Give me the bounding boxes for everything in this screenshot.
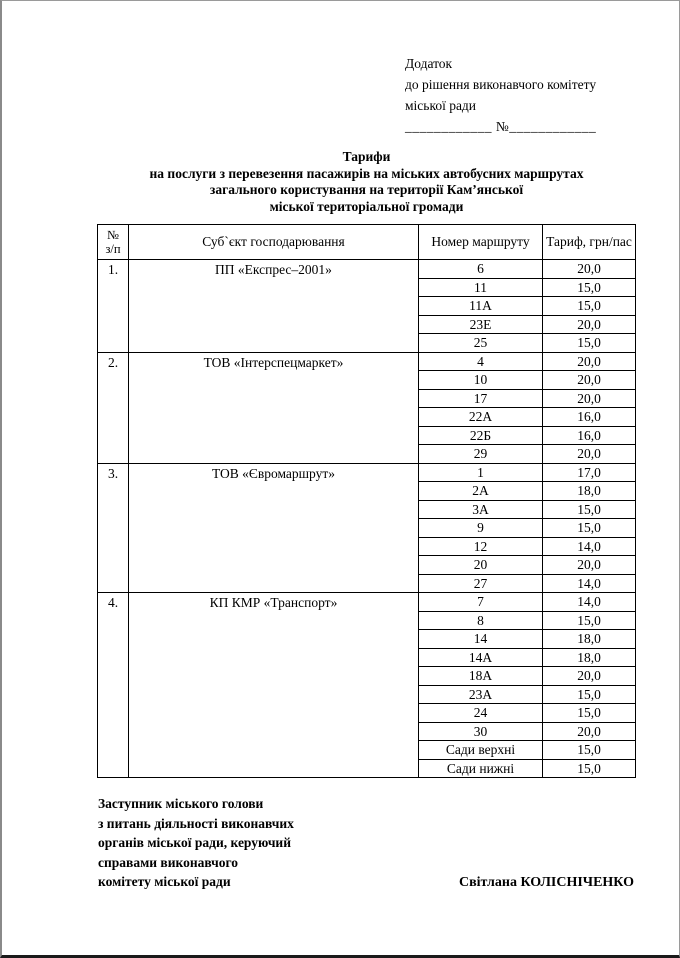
route-cell: 20 <box>419 556 543 575</box>
tariff-table <box>97 224 636 778</box>
appendix-header-line: міської ради <box>405 98 477 113</box>
tariff-table-body <box>98 260 636 778</box>
row-number-cell: 4. <box>98 593 129 778</box>
tariff-cell: 15,0 <box>543 685 636 704</box>
tariff-cell: 15,0 <box>543 500 636 519</box>
route-cell: 4 <box>419 352 543 371</box>
route-cell: 11 <box>419 278 543 297</box>
route-cell: 24 <box>419 704 543 723</box>
route-cell: 2А <box>419 482 543 501</box>
table-row <box>98 260 636 279</box>
header-cell-route: Номер маршруту <box>419 225 543 260</box>
route-cell: 30 <box>419 722 543 741</box>
route-cell: 14 <box>419 630 543 649</box>
document-title-line: міської територіальної громади <box>269 198 464 214</box>
route-cell: 9 <box>419 519 543 538</box>
route-cell: 29 <box>419 445 543 464</box>
route-cell: 1 <box>419 463 543 482</box>
header-cell-tariff: Тариф, грн/пас <box>543 225 636 260</box>
document-title-line: Тарифи <box>342 149 391 164</box>
tariff-cell: 14,0 <box>543 574 636 593</box>
tariff-cell: 17,0 <box>543 463 636 482</box>
route-cell: Сади верхні <box>419 741 543 760</box>
route-cell: 23А <box>419 685 543 704</box>
route-cell: 14А <box>419 648 543 667</box>
tariff-cell: 15,0 <box>543 611 636 630</box>
tariff-cell: 18,0 <box>543 648 636 667</box>
tariff-table-header <box>98 225 636 260</box>
table-header-row <box>98 225 636 260</box>
route-cell: Сади нижні <box>419 759 543 778</box>
signature-block <box>98 794 634 892</box>
signature-position-line: з питань діяльності виконавчих <box>98 815 294 831</box>
route-cell: 27 <box>419 574 543 593</box>
route-cell: 10 <box>419 371 543 390</box>
appendix-header-line: до рішення виконавчого комітету <box>405 77 597 92</box>
tariff-cell: 15,0 <box>543 759 636 778</box>
route-cell: 22А <box>419 408 543 427</box>
appendix-header-line: Додаток <box>405 56 453 71</box>
header-cell-number <box>98 225 129 260</box>
company-cell: ТОВ «Інтерспецмаркет» <box>129 352 419 463</box>
document-title-line: на послуги з перевезення пасажирів на міських автобусних маршрутах <box>149 165 584 181</box>
tariff-cell: 20,0 <box>543 260 636 279</box>
company-cell: КП КМР «Транспорт» <box>129 593 419 778</box>
tariff-cell: 16,0 <box>543 408 636 427</box>
route-cell: 11А <box>419 297 543 316</box>
tariff-cell: 15,0 <box>543 741 636 760</box>
route-cell: 6 <box>419 260 543 279</box>
tariff-cell: 15,0 <box>543 704 636 723</box>
document-title-line: загального користування на території Кам’янської <box>209 182 524 197</box>
signature-position-line: Заступник міського голови <box>98 796 264 811</box>
row-number-cell: 1. <box>98 260 129 353</box>
header-cell-company: Суб`єкт господарювання <box>129 225 419 260</box>
table-row <box>98 352 636 371</box>
route-cell: 8 <box>419 611 543 630</box>
tariff-cell: 15,0 <box>543 334 636 353</box>
document-title <box>98 149 635 215</box>
table-row <box>98 593 636 612</box>
company-cell: ТОВ «Євромаршрут» <box>129 463 419 593</box>
tariff-cell: 18,0 <box>543 630 636 649</box>
tariff-cell: 14,0 <box>543 593 636 612</box>
route-cell: 22Б <box>419 426 543 445</box>
row-number-cell: 3. <box>98 463 129 593</box>
tariff-cell: 15,0 <box>543 297 636 316</box>
route-cell: 12 <box>419 537 543 556</box>
route-cell: 3А <box>419 500 543 519</box>
tariff-cell: 20,0 <box>543 445 636 464</box>
table-row <box>98 463 636 482</box>
signature-position-line: справами виконавчого <box>98 854 239 870</box>
tariff-cell: 14,0 <box>543 537 636 556</box>
header-number-symbol: № <box>107 228 119 242</box>
route-cell: 18А <box>419 667 543 686</box>
signatory-name: Світлана КОЛІСНІЧЕНКО <box>458 874 634 890</box>
signature-position-line: комітету міської ради <box>98 874 231 889</box>
route-cell: 17 <box>419 389 543 408</box>
route-cell: 23Е <box>419 315 543 334</box>
tariff-cell: 20,0 <box>543 722 636 741</box>
route-cell: 25 <box>419 334 543 353</box>
tariff-cell: 16,0 <box>543 426 636 445</box>
tariff-cell: 20,0 <box>543 352 636 371</box>
appendix-header <box>405 53 679 137</box>
company-cell: ПП «Експрес–2001» <box>129 260 419 353</box>
decision-number-line: ____________ №____________ <box>405 119 597 134</box>
tariff-cell: 20,0 <box>543 556 636 575</box>
signature-position <box>98 794 294 892</box>
tariff-cell: 18,0 <box>543 482 636 501</box>
tariff-cell: 20,0 <box>543 371 636 390</box>
header-number-suffix: з/п <box>105 242 121 256</box>
tariff-cell: 15,0 <box>543 519 636 538</box>
tariff-cell: 20,0 <box>543 389 636 408</box>
route-cell: 7 <box>419 593 543 612</box>
signature-position-line: органів міської ради, керуючий <box>98 835 291 850</box>
tariff-cell: 15,0 <box>543 278 636 297</box>
row-number-cell: 2. <box>98 352 129 463</box>
tariff-cell: 20,0 <box>543 667 636 686</box>
tariff-cell: 20,0 <box>543 315 636 334</box>
